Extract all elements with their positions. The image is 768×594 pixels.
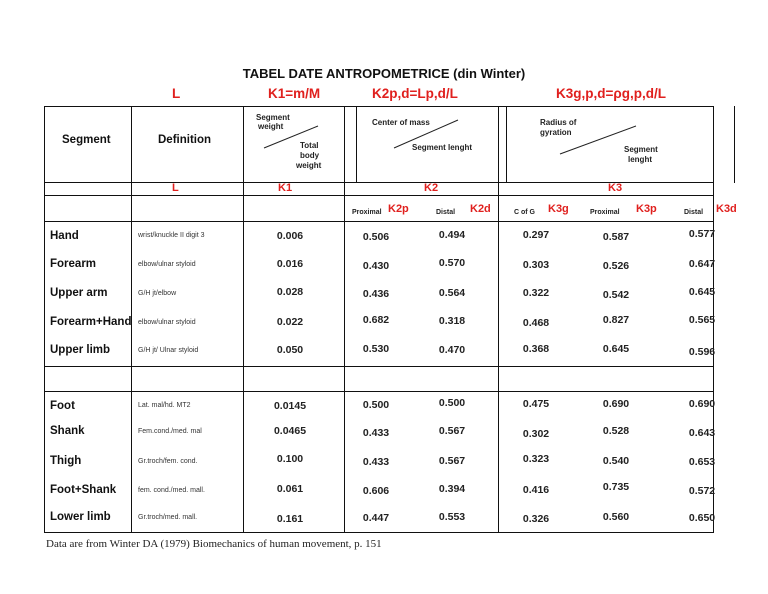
- radius-distal-value: 0.565: [688, 314, 716, 326]
- radius-distal-value: 0.653: [688, 456, 716, 468]
- column-divider: [344, 106, 345, 533]
- cofg-value: 0.322: [522, 287, 550, 299]
- weight-value: 0.006: [276, 230, 304, 242]
- radius-proximal-value: 0.690: [602, 398, 630, 410]
- proximal-value: 0.506: [362, 231, 390, 243]
- proximal-value: 0.530: [362, 343, 390, 355]
- weight-value: 0.016: [276, 258, 304, 270]
- cofg-value: 0.368: [522, 343, 550, 355]
- weight-value: 0.161: [276, 513, 304, 525]
- weight-value: 0.028: [276, 286, 304, 298]
- radius-proximal-value: 0.645: [602, 343, 630, 355]
- header-total-weight-1: Total: [300, 141, 319, 150]
- segment-name: Foot: [50, 400, 75, 412]
- row-label-k1: K1: [278, 182, 293, 194]
- header-segment-weight-1: Segment: [256, 113, 290, 122]
- segment-definition: Lat. mal/hd. MT2: [138, 402, 191, 409]
- cofg-value: 0.416: [522, 484, 550, 496]
- distal-value: 0.564: [438, 287, 466, 299]
- column-divider: [506, 106, 507, 183]
- label-k2-formula: K2p,d=Lp,d/L: [372, 86, 458, 101]
- cofg-value: 0.326: [522, 513, 550, 525]
- distal-value: 0.570: [438, 257, 466, 269]
- header-segment-weight-2: weight: [258, 122, 284, 131]
- distal-value: 0.567: [438, 455, 466, 467]
- cofg-value: 0.475: [522, 398, 550, 410]
- radius-proximal-value: 0.735: [602, 481, 630, 493]
- radius-distal-value: 0.596: [688, 346, 716, 358]
- source-footnote: Data are from Winter DA (1979) Biomechanics of human movement, p. 151: [46, 538, 382, 550]
- cofg-value: 0.303: [522, 259, 550, 271]
- segment-name: Lower limb: [50, 511, 111, 523]
- segment-definition: G/H jt/ Ulnar styloid: [138, 347, 199, 354]
- proximal-value: 0.433: [362, 427, 390, 439]
- distal-value: 0.567: [438, 425, 466, 437]
- subheader-cofg: C of G: [514, 209, 535, 216]
- label-k3-formula: K3g,p,d=ρg,p,d/L: [556, 86, 666, 101]
- column-divider: [356, 106, 357, 183]
- weight-value: 0.022: [276, 316, 304, 328]
- proximal-value: 0.436: [362, 288, 390, 300]
- segment-definition: elbow/ulnar styloid: [138, 319, 196, 326]
- label-k1-formula: K1=m/M: [268, 86, 321, 101]
- column-divider: [498, 106, 499, 533]
- subheader-k3d: K3d: [716, 203, 737, 215]
- segment-definition: Fem.cond./med. mal: [138, 428, 202, 435]
- radius-proximal-value: 0.827: [602, 314, 630, 326]
- header-segment-length: Segment lenght: [412, 143, 473, 152]
- segment-name: Shank: [50, 425, 85, 437]
- divider: [44, 366, 714, 367]
- header-center-of-mass: Center of mass: [372, 118, 430, 127]
- radius-distal-value: 0.645: [688, 286, 716, 298]
- proximal-value: 0.682: [362, 314, 390, 326]
- distal-value: 0.318: [438, 315, 466, 327]
- segment-name: Thigh: [50, 455, 82, 467]
- subheader-distal-2: Distal: [684, 209, 704, 216]
- radius-proximal-value: 0.528: [602, 425, 630, 437]
- header-segment: Segment: [62, 134, 111, 146]
- radius-distal-value: 0.690: [688, 398, 716, 410]
- segment-definition: fem. cond./med. mall.: [138, 487, 205, 494]
- cofg-value: 0.302: [522, 428, 550, 440]
- radius-proximal-value: 0.526: [602, 260, 630, 272]
- segment-name: Forearm+Hand: [50, 316, 132, 328]
- radius-distal-value: 0.577: [688, 228, 716, 240]
- distal-value: 0.394: [438, 483, 466, 495]
- segment-name: Forearm: [50, 258, 97, 270]
- segment-definition: wrist/knuckle II digit 3: [138, 232, 205, 239]
- weight-value: 0.050: [276, 344, 304, 356]
- segment-definition: Gr.troch/fem. cond.: [138, 458, 198, 465]
- weight-value: 0.0465: [273, 425, 307, 437]
- distal-value: 0.500: [438, 397, 466, 409]
- weight-value: 0.100: [276, 453, 304, 465]
- proximal-value: 0.433: [362, 456, 390, 468]
- weight-value: 0.061: [276, 483, 304, 495]
- subheader-k3p: K3p: [636, 203, 657, 215]
- header-segment-length-2a: Segment: [624, 145, 658, 154]
- header-radius-1: Radius of: [540, 118, 577, 127]
- proximal-value: 0.430: [362, 260, 390, 272]
- column-divider: [243, 106, 244, 533]
- header-definition: Definition: [158, 134, 212, 146]
- radius-proximal-value: 0.560: [602, 511, 630, 523]
- radius-distal-value: 0.650: [688, 512, 716, 524]
- label-l: L: [172, 86, 181, 101]
- row-label-k3: K3: [608, 182, 623, 194]
- distal-value: 0.553: [438, 511, 466, 523]
- segment-name: Foot+Shank: [50, 484, 117, 496]
- distal-value: 0.494: [438, 229, 466, 241]
- row-label-k2: K2: [424, 182, 439, 194]
- header-segment-length-2b: lenght: [628, 155, 652, 164]
- radius-proximal-value: 0.542: [602, 289, 630, 301]
- proximal-value: 0.447: [362, 512, 390, 524]
- radius-distal-value: 0.643: [688, 427, 716, 439]
- subheader-distal: Distal: [436, 209, 456, 216]
- segment-name: Upper limb: [50, 344, 111, 356]
- subheader-k2d: K2d: [470, 203, 491, 215]
- segment-definition: G/H jt/elbow: [138, 290, 177, 297]
- cofg-value: 0.323: [522, 453, 550, 465]
- subheader-k3g: K3g: [548, 203, 569, 215]
- weight-value: 0.0145: [273, 400, 307, 412]
- divider: [44, 195, 714, 196]
- segment-name: Upper arm: [50, 287, 108, 299]
- header-total-weight-3: weight: [296, 161, 322, 170]
- subheader-k2p: K2p: [388, 203, 409, 215]
- proximal-value: 0.606: [362, 485, 390, 497]
- divider: [44, 221, 714, 222]
- divider: [44, 391, 714, 392]
- distal-value: 0.470: [438, 344, 466, 356]
- table-title: TABEL DATE ANTROPOMETRICE (din Winter): [242, 66, 526, 81]
- proximal-value: 0.500: [362, 399, 390, 411]
- subheader-proximal: Proximal: [352, 209, 382, 216]
- radius-distal-value: 0.572: [688, 485, 716, 497]
- column-divider: [734, 106, 735, 183]
- header-radius-2: gyration: [540, 128, 572, 137]
- cofg-value: 0.297: [522, 229, 550, 241]
- segment-definition: Gr.troch/med. mall.: [138, 514, 198, 521]
- header-total-weight-2: body: [300, 151, 320, 160]
- cofg-value: 0.468: [522, 317, 550, 329]
- row-label-l: L: [172, 182, 179, 194]
- radius-proximal-value: 0.540: [602, 455, 630, 467]
- radius-proximal-value: 0.587: [602, 231, 630, 243]
- segment-definition: elbow/ulnar styloid: [138, 261, 196, 268]
- radius-distal-value: 0.647: [688, 258, 716, 270]
- subheader-proximal-2: Proximal: [590, 209, 620, 216]
- segment-name: Hand: [50, 230, 79, 242]
